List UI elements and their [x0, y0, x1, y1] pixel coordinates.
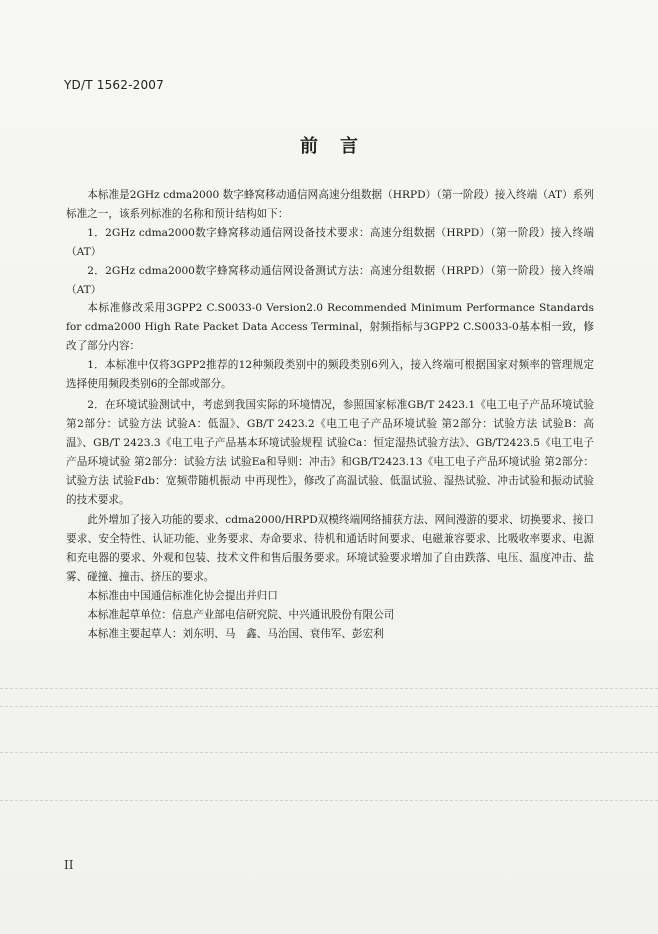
list-item-1: 1．2GHz cdma2000数字蜂窝移动通信网设备技术要求：高速分组数据（HRPD）（第一阶段）接入终端（AT）	[66, 226, 594, 258]
page-title: 前言	[300, 136, 380, 157]
paragraph-proposer: 本标准由中国通信标准化协会提出并归口	[87, 590, 278, 603]
paragraph-intro: 本标准是2GHz cdma2000 数字蜂窝移动通信网高速分组数据（HRPD）（第一阶段）接入终端（AT）系列标准之一，该系列标准的名称和预计结构如下：	[66, 189, 594, 220]
paragraph-drafters: 本标准主要起草人：刘东明、马 鑫、马治国、衰伟军、彭宏利	[87, 627, 384, 640]
list-item-2: 2．2GHz cdma2000数字蜂窝移动通信网设备测试方法：高速分组数据（HRPD）（第一阶段）接入终端（AT）	[66, 264, 594, 296]
standard-code: YD/T 1562-2007	[64, 78, 164, 92]
page-number: II	[64, 858, 74, 872]
paragraph-modification: 本标准修改采用3GPP2 C.S0033-0 Version2.0 Recommended Minimum Performance Standards for cdma2000 High Rate Packet Data Access Terminal，射频指标与3GPP2 C.S0033-0基本相一致，修改了部分内容：	[66, 302, 594, 353]
modification-item-1: 1．本标准中仅将3GPP2推荐的12种频段类别中的频段类别6列入，接入终端可根据国家对频率的管理规定选择使用频段类别6的全部或部分。	[66, 359, 594, 391]
scan-artifact-line	[0, 688, 658, 689]
paragraph-drafting-units: 本标准起草单位：信息产业部电信研究院、中兴通讯股份有限公司	[87, 608, 395, 621]
scan-artifact-line	[0, 706, 658, 707]
foreword-body	[66, 186, 594, 644]
scan-artifact-line	[0, 752, 658, 753]
modification-item-2: 2．在环境试验测试中，考虑到我国实际的环境情况，参照国家标准GB/T 2423.1《电工电子产品环境试验 第2部分：试验方法 试验A：低温》、GB/T 2423.2《电工电子产品环境试验 第2部分：试验方法 试验B：高温》、GB/T 2423.3《电工电子产品基本环境试验规程 试验Ca：恒定湿热试验方法》、GB/T2423.5《电工电子产品环境试验 第2部分：试验方法 试验Ea和导则：冲击》和GB/T2423.13《电工电子产品环境试验 第2部分：试验方法 试验Fdb：宽频带随机振动 中再现性》，修改了高温试验、低温试验、湿热试验、冲击试验和振动试验的技术要求。	[66, 398, 594, 506]
paragraph-additions: 此外增加了接入功能的要求、cdma2000/HRPD双模终端网络捕获方法、网间漫游的要求、切换要求、接口要求、安全特性、认证功能、业务要求、寿命要求、待机和通话时间要求、电磁兼容要求、比吸收率要求、电源和充电器的要求、外观和包装、技术文件和售后服务要求。环境试验要求增加了自由跌落、电压、温度冲击、盐雾、碰撞、撞击、挤压的要求。	[66, 514, 594, 584]
scan-artifact-line	[0, 800, 658, 801]
